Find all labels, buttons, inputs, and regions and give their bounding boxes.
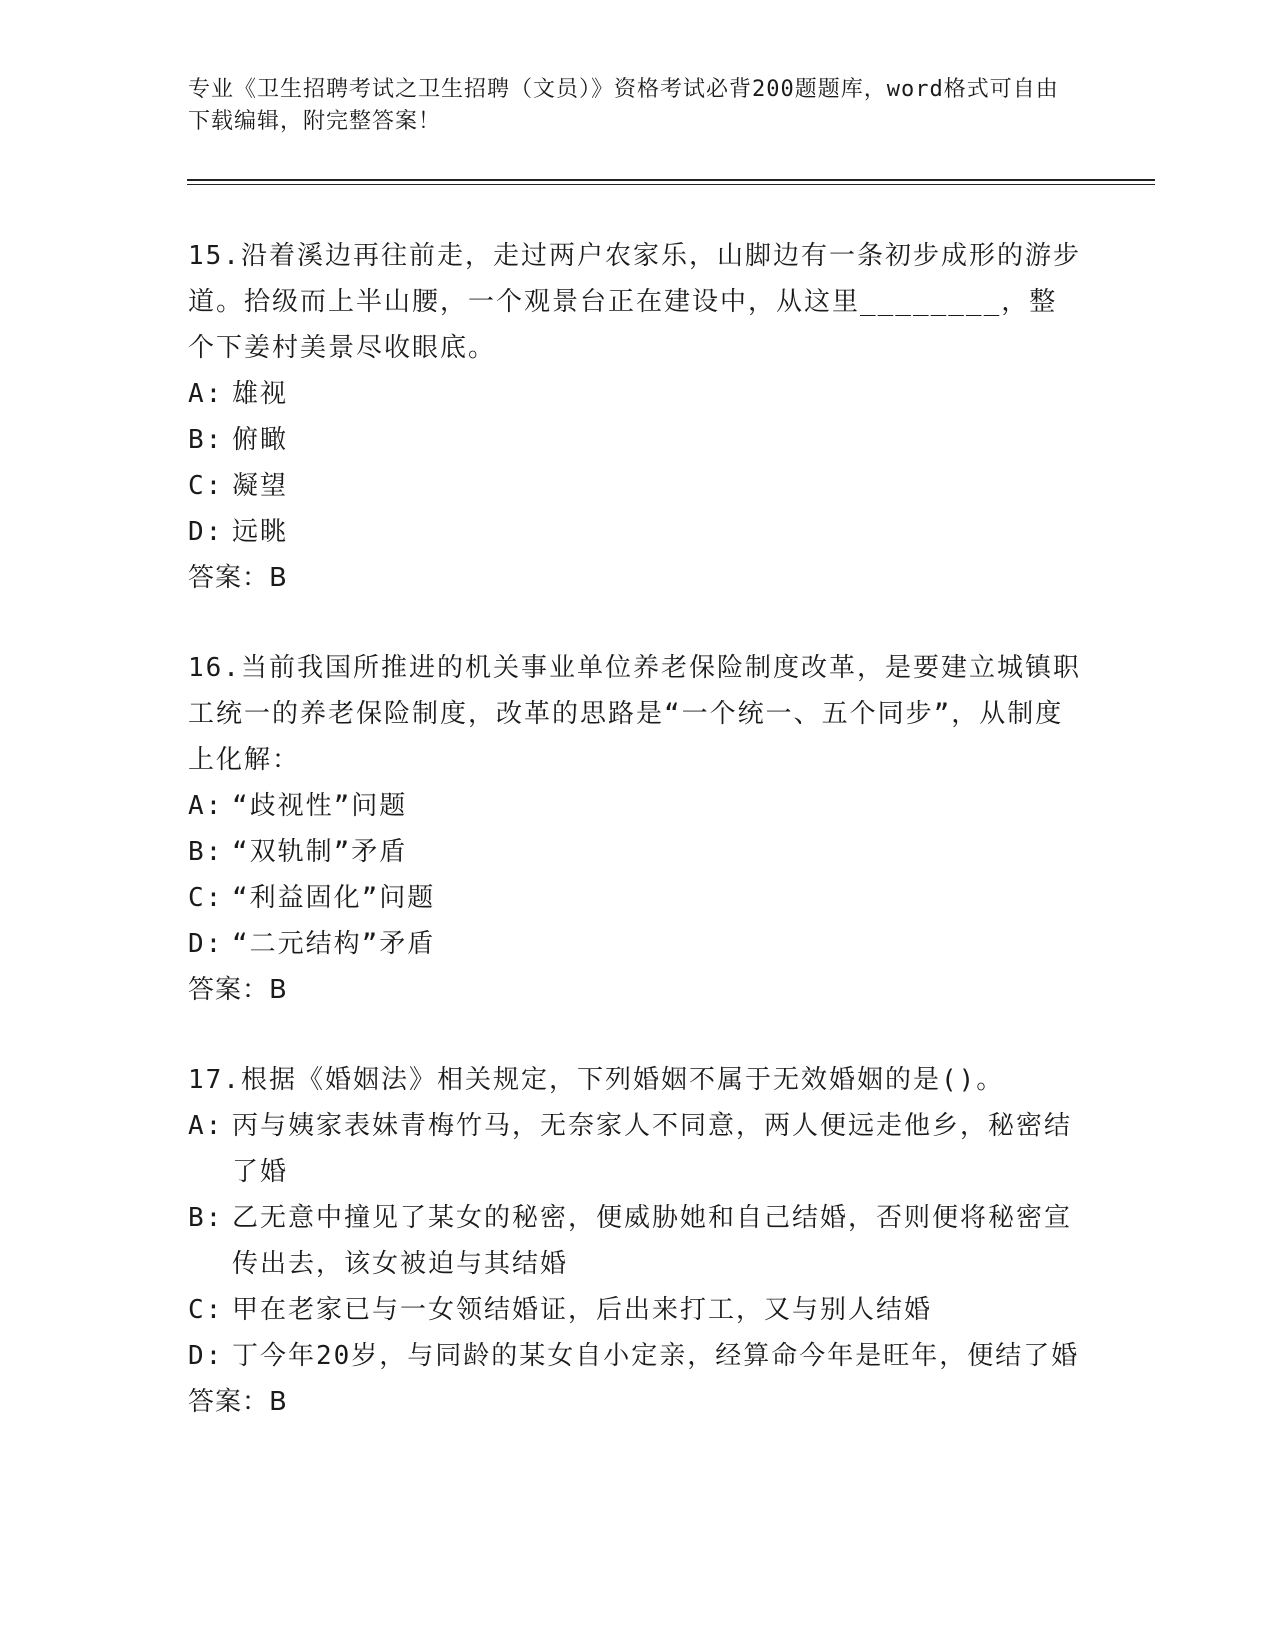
option-text: “歧视性”问题 — [232, 791, 408, 821]
question-list — [188, 233, 1083, 1425]
option-text: 凝望 — [232, 471, 289, 501]
spacer — [188, 1013, 1083, 1057]
option-a — [188, 371, 1083, 417]
option-label: A: — [188, 379, 224, 409]
option-text: “双轨制”矛盾 — [232, 837, 408, 867]
question-17 — [188, 1057, 1083, 1425]
option-c — [188, 875, 1083, 921]
option-text: 远眺 — [232, 517, 289, 547]
option-b — [188, 829, 1083, 875]
option-d — [188, 921, 1083, 967]
option-label: A: — [188, 791, 224, 821]
option-label: B: — [188, 1203, 224, 1233]
header-divider-thin — [187, 184, 1155, 185]
option-label: A: — [188, 1111, 224, 1141]
option-label: D: — [188, 517, 224, 547]
option-label: B: — [188, 425, 224, 455]
answer-line: 答案：B — [188, 1387, 288, 1417]
option-label: C: — [188, 883, 224, 913]
option-text: 雄视 — [232, 379, 289, 409]
option-a — [188, 1103, 1083, 1195]
option-text: 丙与姨家表妹青梅竹马，无奈家人不同意，两人便远走他乡，秘密结了婚 — [232, 1111, 1073, 1187]
question-stem: 15.沿着溪边再往前走，走过两户农家乐，山脚边有一条初步成形的游步道。拾级而上半山腰，一个观景台正在建设中，从这里________，整个下姜村美景尽收眼底。 — [188, 241, 1081, 363]
option-label: D: — [188, 1341, 224, 1371]
option-label: D: — [188, 929, 224, 959]
header-divider-thick — [187, 179, 1155, 181]
header-title: 专业《卫生招聘考试之卫生招聘（文员）》资格考试必背200题题库，word格式可自由下载编辑，附完整答案！ — [188, 77, 1059, 134]
question-16 — [188, 645, 1083, 1013]
option-label: C: — [188, 1295, 224, 1325]
option-b — [188, 417, 1083, 463]
option-a — [188, 783, 1083, 829]
option-label: B: — [188, 837, 224, 867]
option-text: “二元结构”矛盾 — [232, 929, 436, 959]
question-stem: 17.根据《婚姻法》相关规定，下列婚姻不属于无效婚姻的是()。 — [188, 1065, 1005, 1095]
answer-line: 答案：B — [188, 975, 288, 1005]
option-d — [188, 509, 1083, 555]
question-15 — [188, 233, 1083, 601]
option-label: C: — [188, 471, 224, 501]
option-c — [188, 463, 1083, 509]
option-d — [188, 1333, 1083, 1379]
question-stem: 16.当前我国所推进的机关事业单位养老保险制度改革，是要建立城镇职工统一的养老保险制度，改革的思路是“一个统一、五个同步”，从制度上化解： — [188, 653, 1081, 775]
page-header — [188, 74, 1068, 138]
option-text: 丁今年20岁，与同龄的某女自小定亲，经算命今年是旺年，便结了婚 — [232, 1341, 1080, 1371]
spacer — [188, 601, 1083, 645]
option-text: “利益固化”问题 — [232, 883, 436, 913]
option-text: 乙无意中撞见了某女的秘密，便威胁她和自己结婚，否则便将秘密宣传出去，该女被迫与其结婚 — [232, 1203, 1073, 1279]
option-b — [188, 1195, 1083, 1287]
option-c — [188, 1287, 1083, 1333]
option-text: 俯瞰 — [232, 425, 289, 455]
option-text: 甲在老家已与一女领结婚证，后出来打工，又与别人结婚 — [232, 1295, 933, 1325]
answer-line: 答案：B — [188, 563, 288, 593]
